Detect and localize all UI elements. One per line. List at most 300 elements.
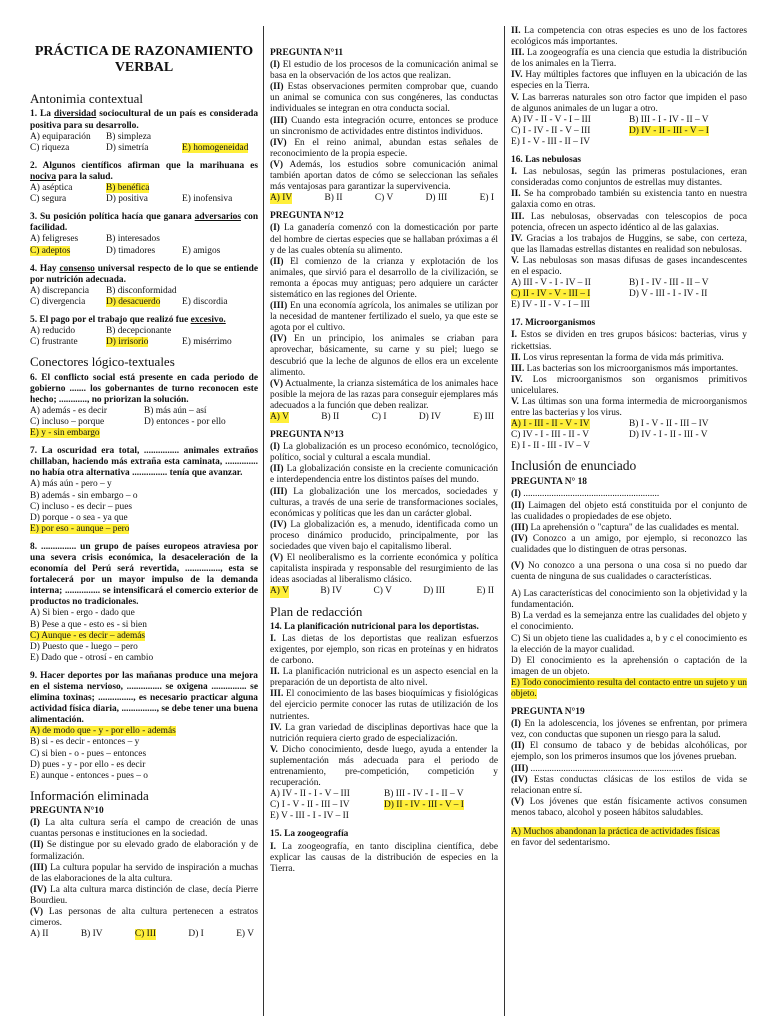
statement-text: El conocimiento de las bases bioquímicas y fisiológicas del ejercicio permite conocer las rutas de utilización de los nutrientes. <box>270 689 498 722</box>
option[interactable]: D) positiva <box>106 194 148 205</box>
statement-number: (I) <box>270 60 280 71</box>
option[interactable]: C) riqueza <box>30 142 70 153</box>
statement-text: Conozco a un amigo, por ejemplo, si reconozco las cualidades que lo distinguen de otras personas. <box>511 533 747 555</box>
options <box>30 183 258 205</box>
statement <box>270 160 498 193</box>
option[interactable]: E) V <box>236 929 254 940</box>
option[interactable]: B) II <box>324 193 343 204</box>
statement-text: El estudio de los procesos de la comunicación animal se basa en la observación de los actos que realizan. <box>270 60 498 82</box>
statement <box>511 364 747 375</box>
statement-list <box>511 167 747 278</box>
statement-text: Además, los estudios sobre comunicación animal también aportan datos de cómo se seleccionan las señales más ventajosas para garantizar la supervivencia. <box>270 159 498 193</box>
statement-number: II. <box>511 352 521 363</box>
question-10 <box>30 806 258 940</box>
question-6 <box>30 373 258 440</box>
options <box>511 278 747 311</box>
option[interactable]: A) equiparación <box>30 131 91 142</box>
question-15-start <box>270 829 498 874</box>
question-stem: 7. La oscuridad era total, ............... animales extraños chillaban, haciendo más extraña esta caminata, .............. no había otra alternativa ............... tenía que avanzar. <box>30 446 258 479</box>
column-divider <box>263 26 264 1016</box>
key-word: consenso <box>59 263 95 274</box>
option[interactable]: B) interesados <box>106 234 160 245</box>
option[interactable]: B) además - sin embargo – o <box>30 490 138 501</box>
statement-text: Se distingue por su elevado grado de elaboración y de formalización. <box>30 840 258 862</box>
statement-text: .......................................................... <box>520 489 660 500</box>
statement <box>270 82 498 115</box>
option[interactable]: C) I <box>371 412 387 422</box>
option[interactable]: A) discrepancia <box>30 285 90 296</box>
statement-number: V. <box>511 397 519 407</box>
question-title: PREGUNTA N°11 <box>270 48 344 58</box>
option[interactable]: B) más aún – así <box>144 405 207 416</box>
question-stem: 9. Hacer deportes por las mañanas produce una mejora en el sistema nervioso, ............... se oxigena ............... se elimina toxinas; ..............., es necesario practicar alguna actividad física diaria, ..............., se debe tener una buena alimentación. <box>30 670 258 726</box>
option[interactable]: C) incluso – porque <box>30 416 105 427</box>
statement-number: (V) <box>270 553 284 564</box>
statement <box>270 689 498 722</box>
option-highlighted[interactable]: E) por eso - aunque – pero <box>30 523 130 534</box>
option[interactable]: E) III <box>473 412 494 422</box>
question-stem <box>30 161 258 183</box>
statement <box>270 442 498 464</box>
statement-number: (V) <box>511 796 525 807</box>
statement-number: IV. <box>270 722 282 733</box>
statement <box>511 397 747 419</box>
statement-number: II. <box>511 26 521 36</box>
question-stem <box>30 109 258 131</box>
statement-list <box>511 330 747 419</box>
column-2 <box>270 48 498 882</box>
stem-text: sociocultural de un país es considerada positiva para su desarrollo. <box>30 109 259 131</box>
key-word: diversidad <box>54 109 97 120</box>
statement <box>270 257 498 301</box>
statement-number: (III) <box>30 862 48 873</box>
option-highlighted[interactable]: A) V <box>270 412 289 422</box>
statement-text: El consumo de tabaco y de bebidas alcohólicas, por ejemplo, son los primeros insumos que los jóvenes prueban. <box>511 741 747 763</box>
question-13 <box>270 430 498 597</box>
options <box>270 193 498 204</box>
statement-number: (II) <box>511 741 525 752</box>
statement-text: Las nebulosas, observadas con telescopios de poca potencia, ofrecen un aspecto idéntico al de las galaxias. <box>511 211 747 233</box>
question-2 <box>30 161 258 205</box>
question-stem <box>30 264 258 286</box>
statement-text: La ganadería comenzó con la domesticación por parte del hombre de ciertas especies que se hallaban próximas a él y de las cuales obtenía su alimento. <box>270 223 498 256</box>
stem-text: universal respecto de lo que se entiende por nutrición adecuada. <box>30 263 259 285</box>
statement-list <box>511 719 747 819</box>
option[interactable]: B) I - V - II - III – IV <box>629 419 709 430</box>
option[interactable]: E) I - II - III - IV – V <box>511 441 591 452</box>
option[interactable]: C) IV - I - III - II - V <box>511 430 590 441</box>
section-heading-inclusion: Inclusión de enunciado <box>511 458 637 474</box>
statement-text: Las últimas son una forma intermedia de microorganismos entre las bacterias y los virus. <box>511 397 747 419</box>
question-title: PREGUNTA N°10 <box>30 806 104 817</box>
question-stem: 6. El conflicto social está presente en cada periodo de gobierno ....... los gobernantes de turno reconocen este hecho; ............, no priorizan la solución. <box>30 372 258 405</box>
option[interactable]: C) divergencia <box>30 296 86 307</box>
statement-number: (IV) <box>30 884 47 895</box>
option[interactable]: D) porque - o sea - ya que <box>30 512 128 523</box>
option[interactable]: B) si - es decir - entonces – y <box>30 737 140 748</box>
statement-number: IV. <box>511 233 523 244</box>
statement-text: En un principio, los animales se criaban para aprovechar, básicamente, su carne y su piel; luego se descubrió que la leche de algunos de ellos era un excelente alimento. <box>270 334 498 378</box>
option[interactable]: B) II <box>321 412 340 422</box>
statement-number: (V) <box>270 159 284 170</box>
statement-number: (II) <box>270 464 284 475</box>
statement-number: (III) <box>270 486 288 497</box>
stem-text: 4. <box>30 263 38 274</box>
option[interactable]: A) III - V - I - IV – II <box>511 278 591 289</box>
statement <box>511 353 747 364</box>
option[interactable]: E) inofensiva <box>182 194 233 205</box>
option[interactable]: C) I - IV - II - V – III <box>511 125 591 136</box>
statement-text: Las bacterias son los microorganismos más importantes. <box>524 363 739 374</box>
question-18 <box>511 477 747 700</box>
statement-number: (II) <box>30 840 44 851</box>
key-word: excesivo. <box>190 314 226 325</box>
statement-text: Actualmente, la crianza sistemática de los animales hace posible la mejora de las razas para conseguir ejemplares más adecuados a la función que deben realizar. <box>270 378 498 411</box>
statement-number: (I) <box>511 719 521 730</box>
option[interactable]: B) Pese a que - esto es - si bien <box>30 619 147 630</box>
option-highlighted[interactable]: E) y - sin embargo <box>30 428 100 439</box>
option[interactable]: D) timadores <box>106 245 156 256</box>
statement-number: III. <box>270 689 284 700</box>
option[interactable]: D) simetría <box>106 142 149 153</box>
option[interactable]: D) entonces - por ello <box>144 416 226 427</box>
option[interactable]: B) decepcionante <box>106 326 172 337</box>
option[interactable]: C) incluso - es decir – pues <box>30 501 133 512</box>
statement <box>270 138 498 160</box>
option[interactable]: A) IV - II - I - V – III <box>270 789 350 800</box>
statement <box>270 667 498 689</box>
question-stem <box>30 315 258 326</box>
option[interactable]: B) simpleza <box>106 131 152 142</box>
section-heading-antonimia: Antonimia contextual <box>30 91 144 107</box>
option[interactable]: C) Si un objeto tiene las cualidades a, b y c el conocimiento es la elección de la mayor cualidad. <box>511 633 747 655</box>
statement <box>270 553 498 586</box>
statement-text: Las nebulosas, según las primeras postulaciones, eran consideradas como conjuntos de estrellas muy distantes. <box>511 167 747 189</box>
option[interactable]: D) III <box>425 193 448 204</box>
statement-text: Cuando esta integración ocurre, entonces se produce un sincronismo de actividades entre distintos individuos. <box>270 115 498 137</box>
statement-number: (I) <box>30 818 40 829</box>
option[interactable]: E) IV - II - V - I – III <box>511 300 590 311</box>
option-highlighted[interactable]: C) adeptos <box>30 245 71 256</box>
question-11 <box>270 48 498 204</box>
statement-text: Las personas de alta cultura pertenecen a estratos cimeros. <box>30 906 258 929</box>
statement-text: Gracias a los trabajos de Huggins, se sabe, con certeza, que las llamadas estrellas distantes en realidad son nebulosas. <box>511 233 747 255</box>
options <box>30 726 258 781</box>
option-highlighted[interactable]: A) V <box>270 586 289 597</box>
stem-text: 5. <box>30 314 38 325</box>
option[interactable]: E) I <box>479 193 494 204</box>
option[interactable]: B) III - IV - I - II – V <box>384 789 464 800</box>
statement-number: II. <box>511 189 521 200</box>
statement <box>270 745 498 789</box>
statement-text: En el reino animal, abundan estas señales de reconocimiento de la propia especie. <box>270 137 498 159</box>
statement-text: Estas conductas clásicas de los estilos de vida se relacionan entre sí. <box>511 774 747 796</box>
statement <box>511 375 747 397</box>
options <box>270 586 498 597</box>
option[interactable]: B) I - IV - III - II – V <box>629 278 709 289</box>
statement-text: Los microorganismos son organismos primitivos unicelulares. <box>511 374 747 396</box>
question-stem: 8. ............... un grupo de países europeos atraviesa por una severa crisis económica, la desaceleración de la economía del Perú será revertida, ..............., esta se fortalecerá por un mayor impulso de la demanda interna; ............... se intensificará el comercio exterior de productos no tradicionales. <box>30 541 258 608</box>
statement-number: (V) <box>30 906 44 917</box>
option[interactable]: D) IV <box>418 412 442 422</box>
statement <box>511 797 747 819</box>
statement-number: V. <box>511 92 519 103</box>
statement <box>270 487 498 520</box>
statement-text: La globalización consiste en la creciente comunicación e interdependencia entre los distintos países del mundo. <box>270 464 498 486</box>
option[interactable]: E) II <box>476 586 494 597</box>
statement-text: Las dietas de los deportistas que realizan esfuerzos exigentes, por ejemplo, son ricas en proteínas y en hidratos de carbono. <box>270 633 498 667</box>
statement-number: I. <box>270 841 276 852</box>
option-highlighted[interactable]: C) Aunque - es decir – además <box>30 630 146 641</box>
options <box>30 479 258 534</box>
options <box>30 132 258 154</box>
options <box>511 419 747 452</box>
statement-text: Se ha comprobado también su existencia tanto en nuestra galaxia como en otras. <box>511 189 747 211</box>
statement <box>511 764 747 775</box>
option[interactable]: E) amigos <box>182 245 221 256</box>
option[interactable]: D) El conocimiento es la aprehensión o captación de la imagen de un objeto. <box>511 655 747 677</box>
stem-text: con facilidad. <box>30 212 259 234</box>
option[interactable]: A) IV - II - V - I – III <box>511 114 591 125</box>
statement-number: III. <box>511 211 525 222</box>
option[interactable]: D) Puesto que - luego – pero <box>30 641 138 652</box>
option-highlighted[interactable]: D) irrisorio <box>106 337 149 348</box>
page-title: PRÁCTICA DE RAZONAMIENTO VERBAL <box>34 44 254 76</box>
option[interactable]: A) reducido <box>30 326 76 337</box>
statement-number: I. <box>511 167 517 178</box>
option-highlighted[interactable]: D) IV - II - III - V – I <box>629 125 709 136</box>
statement-number: (IV) <box>270 137 287 148</box>
option[interactable]: B) IV <box>80 929 103 940</box>
statement-number: IV. <box>511 374 523 385</box>
statement-list <box>270 60 498 193</box>
question-5 <box>30 315 258 348</box>
option-highlighted[interactable]: C) III <box>134 929 157 940</box>
option[interactable]: E) V - III - I - IV – II <box>270 811 349 822</box>
option-highlighted[interactable]: A) I - III - II - V - IV <box>511 419 590 430</box>
option[interactable]: A) Si bien - ergo - dado que <box>30 608 135 619</box>
statement-number: I. <box>511 330 517 341</box>
statement <box>270 520 498 553</box>
option[interactable]: C) V <box>374 193 394 204</box>
statement-text: Las nebulosas son masas difusas de gases incandescentes en el espacio. <box>511 255 747 277</box>
statement-text: La planificación nutricional es un aspecto esencial en la preparación de un deportista de alto nivel. <box>270 667 498 689</box>
option[interactable]: B) La verdad es la semejanza entre las cualidades del objeto y el conocimiento. <box>511 611 747 633</box>
question-title: PREGUNTA N°19 <box>511 707 585 718</box>
option-highlighted[interactable]: D) II - IV - III - V – I <box>384 800 464 811</box>
question-15-continued <box>511 26 747 148</box>
option[interactable]: B) disconformidad <box>106 285 177 296</box>
options <box>30 326 258 348</box>
statement-text: Los jóvenes que están físicamente activos consumen menos tabaco, alcohol y poseen hábitos saludables. <box>511 796 747 818</box>
column-1 <box>30 28 258 947</box>
question-title: 15. La zoogeografía <box>270 829 349 840</box>
statement-list <box>270 223 498 412</box>
option[interactable]: C) si bien - o - pues – entonces <box>30 748 147 759</box>
statement <box>511 234 747 256</box>
option[interactable]: A) además - es decir <box>30 405 108 416</box>
statement <box>511 561 747 583</box>
stem-text: Algunos científicos afirman que la marihuana es <box>42 160 258 171</box>
statement-number: (II) <box>270 82 284 93</box>
statement-text: No conozco a una persona o una cosa si no puedo dar cuenta de ninguna de sus cualidades o características. <box>511 560 747 583</box>
question-title: 17. Microorganismos <box>511 318 596 329</box>
question-title: 14. La planificación nutricional para los deportistas. <box>270 621 479 632</box>
statement-text: La competencia con otras especies es uno de los factores ecológicos más importantes. <box>511 26 747 48</box>
statement <box>511 719 747 741</box>
options <box>270 412 498 423</box>
options <box>511 827 747 849</box>
stem-text: 2. <box>30 160 38 171</box>
option-highlighted[interactable]: E) Todo conocimiento resulta del contacto entre un sujeto y un objeto. <box>511 677 747 699</box>
option[interactable]: D) pues - y - por ello - es decir <box>30 759 146 770</box>
question-17 <box>511 318 747 452</box>
statement-list <box>270 842 498 875</box>
statement <box>30 907 258 929</box>
section-heading-plan: Plan de redacción <box>270 603 363 619</box>
option-highlighted[interactable]: D) desacuerdo <box>106 296 161 307</box>
statement <box>270 464 498 486</box>
statement <box>270 223 498 256</box>
statement <box>511 330 747 352</box>
statement-text: En la adolescencia, los jóvenes se enfrentan, por primera vez, con conductas que suponen un riesgo para la salud. <box>511 719 747 741</box>
statement-number: (I) <box>270 442 280 453</box>
statement-text: Las barreras naturales son otro factor que impiden el paso de algunos animales de un lugar a otro. <box>511 92 747 114</box>
stem-text: para la salud. <box>58 171 113 182</box>
question-title: PREGUNTA N°13 <box>270 430 344 441</box>
statement <box>511 256 747 278</box>
statement <box>511 48 747 70</box>
statement <box>270 379 498 412</box>
statement <box>511 775 747 797</box>
option-highlighted[interactable]: E) homogeneidad <box>182 142 249 153</box>
key-word: nociva <box>30 171 57 182</box>
statement-number: (III) <box>511 763 529 774</box>
statement-text: El neoliberalismo es la corriente económica y política capitalista inspirada y responsable del resurgimiento de las ideas asociadas al liberalismo clásico. <box>270 553 498 586</box>
statement <box>30 863 258 885</box>
statement-text: La cultura popular ha servido de inspiración a muchas de las elaboraciones de la alta cultura. <box>30 862 258 884</box>
statement-list <box>270 442 498 586</box>
option[interactable]: E) I - V - III - II – IV <box>511 136 591 147</box>
option-continued: en favor del sedentarismo. <box>511 838 610 849</box>
section-heading-conectores: Conectores lógico-textuales <box>30 354 175 370</box>
option[interactable]: B) III - I - IV - II – V <box>629 114 709 125</box>
key-word: adversarios <box>194 212 242 223</box>
statement-text: La alta cultura marca distinción de clase, decía Pierre Bourdieu. <box>30 884 258 906</box>
stem-text: 3. <box>30 212 38 223</box>
statement-text: La globalización une los mercados, sociedades y culturas, a través de una serie de transformaciones sociales, económicas y políticas que les dan un carácter global. <box>270 486 498 519</box>
stem-text: Su posición política hacía que ganara <box>39 212 192 223</box>
options <box>30 929 258 940</box>
option[interactable]: C) V <box>373 586 392 597</box>
statement-text: Dicho conocimiento, desde luego, ayuda a entender la suplementación más adecuada para el periodo de entrenamiento, pre-competición, competición y recuperación. <box>270 744 498 789</box>
option[interactable]: C) I - V - II - III – IV <box>270 800 350 811</box>
statement-text: El comienzo de la crianza y explotación de los animales, que sirvió para el desarrollo de la civilización, se remonta a épocas muy antiguas; pero adquiere un carácter sistemático en las regiones del Oriente. <box>270 256 498 300</box>
option[interactable]: C) segura <box>30 194 67 205</box>
statement-number: (IV) <box>270 519 287 530</box>
statement-list <box>30 818 258 929</box>
statement-number: I. <box>270 633 276 644</box>
statement-text: Los virus representan la forma de vida más primitiva. <box>520 352 724 363</box>
question-14 <box>270 622 498 823</box>
statement-list <box>511 26 747 115</box>
statement <box>30 885 258 907</box>
statement <box>511 501 747 523</box>
statement-text: Laimagen del objeto está constituida por el conjunto de las cualidades o propiedades de ese objeto. <box>511 500 747 522</box>
option-highlighted[interactable]: B) benéfica <box>106 183 150 194</box>
statement-text: La globalización es, a menudo, identificada como un proceso dinámico producido, principalmente, por las sociedades que viven bajo el capitalismo liberal. <box>270 519 498 553</box>
option-highlighted[interactable]: C) II - IV - V - III – I <box>511 289 591 300</box>
option[interactable]: E) Dado que - otrosí - en cambio <box>30 652 154 663</box>
statement-number: IV. <box>511 70 523 81</box>
option[interactable]: A) feligreses <box>30 234 79 245</box>
option-highlighted[interactable]: A) IV <box>270 193 293 204</box>
options <box>30 406 258 439</box>
option[interactable]: A) aséptica <box>30 183 73 194</box>
options <box>30 286 258 308</box>
options <box>30 234 258 256</box>
question-3 <box>30 212 258 256</box>
options <box>30 608 258 663</box>
statement <box>511 93 747 115</box>
stem-text: 1. <box>30 109 38 120</box>
question-stem <box>30 212 258 234</box>
option[interactable]: D) I <box>188 929 204 940</box>
option[interactable]: A) II <box>30 929 49 940</box>
option[interactable]: D) V - III - I - IV - II <box>629 289 708 300</box>
statement <box>511 70 747 92</box>
statement-number: (V) <box>270 378 284 389</box>
option[interactable]: A) más aún - pero – y <box>30 479 112 490</box>
option-highlighted[interactable]: A) de modo que - y - por ello - además <box>30 726 176 737</box>
option[interactable]: D) IV - I - II - III - V <box>629 430 708 441</box>
option[interactable]: E) aunque - entonces - pues – o <box>30 770 148 781</box>
statement <box>270 634 498 667</box>
option[interactable]: B) IV <box>320 586 342 597</box>
option[interactable]: E) discordia <box>182 296 228 307</box>
statement <box>511 523 747 534</box>
statement-list <box>270 634 498 789</box>
statement <box>270 60 498 82</box>
option-highlighted[interactable]: A) Muchos abandonan la práctica de actividades físicas <box>511 827 720 838</box>
statement-number: (III) <box>270 301 288 312</box>
statement-number: III. <box>511 48 525 59</box>
statement <box>270 334 498 378</box>
statement-number: (III) <box>511 522 529 533</box>
question-9 <box>30 671 258 782</box>
option[interactable]: E) misérrimo <box>182 337 232 348</box>
statement-number: (III) <box>270 115 288 126</box>
statement-text: La zoogeografía, en tanto disciplina científica, debe explicar las causas de la distribución de especies en la Tierra. <box>270 841 498 874</box>
column-divider <box>504 26 505 1016</box>
statement-number: (IV) <box>511 533 528 544</box>
question-title: 16. Las nebulosas <box>511 155 582 166</box>
option[interactable]: C) frustrante <box>30 337 78 348</box>
statement-number: (I) <box>270 223 280 234</box>
statement-text: La globalización es un proceso económico, tecnológico, político, social y cultural a escala mundial. <box>270 442 498 464</box>
statement <box>511 167 747 189</box>
statement <box>511 489 747 500</box>
question-title: PREGUNTA N°12 <box>270 211 344 222</box>
option[interactable]: A) Las características del conocimiento son la objetividad y la fundamentación. <box>511 589 747 611</box>
option[interactable]: D) III <box>423 586 445 597</box>
statement-number: III. <box>511 363 525 374</box>
statement-text: La zoogeografía es una ciencia que estudia la distribución de los animales en la Tierra. <box>511 48 747 70</box>
options <box>511 115 747 148</box>
statement-list <box>511 489 747 583</box>
statement-number: (V) <box>511 560 525 571</box>
question-title: PREGUNTA N° 18 <box>511 477 587 488</box>
